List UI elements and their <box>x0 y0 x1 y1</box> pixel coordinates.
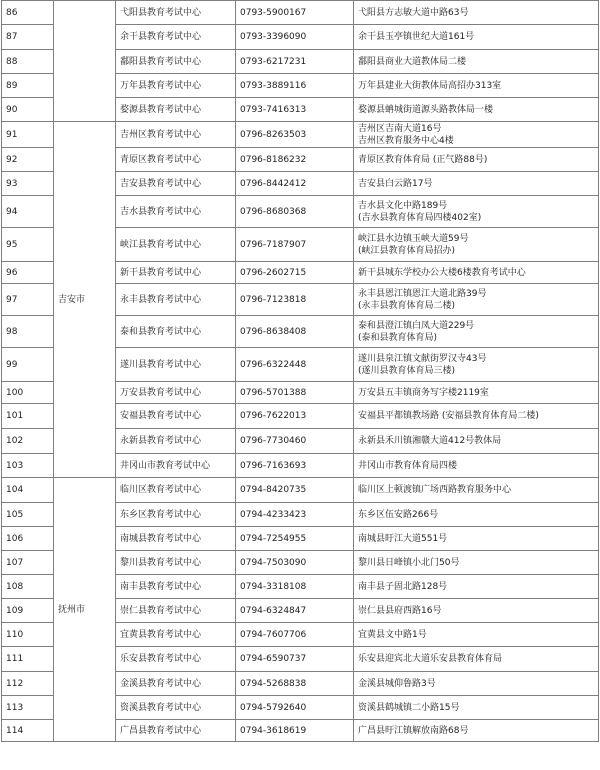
address-cell <box>354 98 599 122</box>
phone-number: 0794-3618619 <box>236 720 354 742</box>
table-body <box>2 1 599 742</box>
address-cell <box>354 647 599 672</box>
address-line: 青原区教育体育局 (正气路88号) <box>358 154 488 165</box>
center-name: 婺源县教育考试中心 <box>116 98 236 122</box>
address-cell <box>354 527 599 551</box>
row-number: 106 <box>2 527 54 551</box>
address-line: 南城县盱江大道551号 <box>358 533 448 544</box>
row-number: 87 <box>2 25 54 50</box>
row-number: 88 <box>2 50 54 74</box>
center-name: 弋阳县教育考试中心 <box>116 1 236 25</box>
address-cell <box>354 316 599 348</box>
center-name: 广昌县教育考试中心 <box>116 720 236 742</box>
phone-number: 0796-5701388 <box>236 382 354 404</box>
phone-number: 0796-8680368 <box>236 196 354 228</box>
address-line: (遂川县教育体育局三楼) <box>358 365 456 376</box>
phone-number: 0793-3396090 <box>236 25 354 50</box>
table-row <box>2 478 599 503</box>
address-line: 东乡区伍安路266号 <box>358 509 439 520</box>
address-cell <box>354 172 599 196</box>
address-cell <box>354 720 599 742</box>
phone-number: 0794-5792640 <box>236 696 354 720</box>
row-number: 110 <box>2 623 54 647</box>
phone-number: 0796-7622013 <box>236 404 354 429</box>
phone-number: 0796-8186232 <box>236 148 354 172</box>
address-cell <box>354 284 599 316</box>
phone-number: 0793-6217231 <box>236 50 354 74</box>
address-cell <box>354 74 599 98</box>
address-line: 泰和县澄江镇白凤大道229号 <box>358 320 475 331</box>
address-cell <box>354 382 599 404</box>
address-line: 永新县禾川镇湘赣大道412号教体局 <box>358 436 502 446</box>
address-line: 永丰县恩江镇恩江大道北路39号 <box>358 288 487 299</box>
address-cell <box>354 429 599 454</box>
phone-number: 0794-6324847 <box>236 599 354 623</box>
row-number: 111 <box>2 647 54 672</box>
center-name: 安福县教育考试中心 <box>116 404 236 429</box>
address-cell <box>354 503 599 527</box>
phone-number: 0796-8638408 <box>236 316 354 348</box>
row-number: 98 <box>2 316 54 348</box>
phone-number: 0794-7503090 <box>236 551 354 575</box>
row-number: 112 <box>2 672 54 696</box>
center-name: 黎川县教育考试中心 <box>116 551 236 575</box>
address-line: 弋阳县方志敏大道中路63号 <box>358 7 469 18</box>
address-cell <box>354 599 599 623</box>
center-name: 吉安县教育考试中心 <box>116 172 236 196</box>
phone-number: 0796-7123818 <box>236 284 354 316</box>
row-number: 105 <box>2 503 54 527</box>
address-line: 临川区上顿渡镇广场西路教育服务中心 <box>358 485 512 495</box>
center-name: 南城县教育考试中心 <box>116 527 236 551</box>
phone-number: 0796-7187907 <box>236 228 354 262</box>
city-cell: 抚州市 <box>54 478 116 742</box>
address-line: 吉安县白云路17号 <box>358 178 433 189</box>
center-name: 余干县教育考试中心 <box>116 25 236 50</box>
address-line: 新干县城东学校办公大楼6楼教育考试中心 <box>358 267 526 278</box>
row-number: 107 <box>2 551 54 575</box>
table-row <box>2 122 599 148</box>
address-cell <box>354 551 599 575</box>
address-line: (峡江县教育体育局招办) <box>358 245 456 256</box>
center-name: 新干县教育考试中心 <box>116 262 236 284</box>
row-number: 89 <box>2 74 54 98</box>
address-line: 乐安县迎宾北大道乐安县教育体育局 <box>358 654 503 664</box>
center-name: 吉州区教育考试中心 <box>116 122 236 148</box>
address-line: 万年县建业大街教体局高招办313室 <box>358 80 502 91</box>
row-number: 92 <box>2 148 54 172</box>
phone-number: 0793-7416313 <box>236 98 354 122</box>
row-number: 113 <box>2 696 54 720</box>
row-number: 86 <box>2 1 54 25</box>
center-name: 永丰县教育考试中心 <box>116 284 236 316</box>
address-cell <box>354 228 599 262</box>
phone-number: 0796-8263503 <box>236 122 354 148</box>
address-cell <box>354 148 599 172</box>
address-cell <box>354 1 599 25</box>
phone-number: 0794-5268838 <box>236 672 354 696</box>
address-cell <box>354 348 599 382</box>
center-name: 永新县教育考试中心 <box>116 429 236 454</box>
center-name: 青原区教育考试中心 <box>116 148 236 172</box>
address-line: 井冈山市教育体育局四楼 <box>358 460 458 471</box>
address-line: 安福县平都镇教场路 (安福县教育体育局二楼) <box>358 411 539 421</box>
center-name: 遂川县教育考试中心 <box>116 348 236 382</box>
center-name: 泰和县教育考试中心 <box>116 316 236 348</box>
address-cell <box>354 575 599 599</box>
phone-number: 0796-2602715 <box>236 262 354 284</box>
address-line: 余干县玉亭镇世纪大道161号 <box>358 32 475 42</box>
row-number: 95 <box>2 228 54 262</box>
address-line: 宜黄县文中路1号 <box>358 629 427 640</box>
row-number: 90 <box>2 98 54 122</box>
center-name: 金溪县教育考试中心 <box>116 672 236 696</box>
address-line: 资溪县鹤城镇二小路15号 <box>358 702 460 713</box>
address-cell <box>354 696 599 720</box>
center-name: 临川区教育考试中心 <box>116 478 236 503</box>
address-line: 万安县五丰镇商务写字楼2119室 <box>358 387 489 398</box>
row-number: 109 <box>2 599 54 623</box>
row-number: 94 <box>2 196 54 228</box>
address-line: 南丰县子固北路128号 <box>358 581 448 592</box>
address-cell <box>354 672 599 696</box>
phone-number: 0794-3318108 <box>236 575 354 599</box>
address-line: 黎川县日峰镇小北门50号 <box>358 557 460 568</box>
address-line: 遂川县泉江镇文献街罗汉寺43号 <box>358 353 487 364</box>
row-number: 96 <box>2 262 54 284</box>
phone-number: 0794-7254955 <box>236 527 354 551</box>
center-name: 南丰县教育考试中心 <box>116 575 236 599</box>
center-name: 崇仁县教育考试中心 <box>116 599 236 623</box>
phone-number: 0793-3889116 <box>236 74 354 98</box>
address-line: 吉州区吉南大道16号 <box>358 123 442 134</box>
center-name: 宜黄县教育考试中心 <box>116 623 236 647</box>
center-name: 资溪县教育考试中心 <box>116 696 236 720</box>
address-cell <box>354 262 599 284</box>
address-line: 崇仁县县府西路16号 <box>358 605 442 616</box>
phone-number: 0793-5900167 <box>236 1 354 25</box>
row-number: 104 <box>2 478 54 503</box>
row-number: 114 <box>2 720 54 742</box>
address-line: 广昌县旴江镇解放南路68号 <box>358 725 469 736</box>
address-cell <box>354 196 599 228</box>
city-cell <box>54 1 116 122</box>
address-cell <box>354 404 599 429</box>
address-cell <box>354 122 599 148</box>
phone-number: 0794-4233423 <box>236 503 354 527</box>
row-number: 91 <box>2 122 54 148</box>
row-number: 102 <box>2 429 54 454</box>
address-cell <box>354 623 599 647</box>
row-number: 108 <box>2 575 54 599</box>
address-line: 婺源县蚺城街道源头路教体局一楼 <box>358 104 494 115</box>
address-line: 吉州区教育服务中心4楼 <box>358 135 454 146</box>
address-cell <box>354 478 599 503</box>
phone-number: 0794-7607706 <box>236 623 354 647</box>
address-line: (吉水县教育体育局四楼402室) <box>358 212 482 223</box>
phone-number: 0796-6322448 <box>236 348 354 382</box>
row-number: 103 <box>2 454 54 478</box>
center-name: 峡江县教育考试中心 <box>116 228 236 262</box>
address-line: (泰和县教育体育局) <box>358 332 438 343</box>
row-number: 93 <box>2 172 54 196</box>
address-line: 鄱阳县商业大道教体局二楼 <box>358 56 467 67</box>
address-line: (永丰县教育体育局二楼) <box>358 300 456 311</box>
row-number: 99 <box>2 348 54 382</box>
row-number: 100 <box>2 382 54 404</box>
center-name: 东乡区教育考试中心 <box>116 503 236 527</box>
city-cell: 吉安市 <box>54 122 116 478</box>
table-row <box>2 1 599 25</box>
address-cell <box>354 454 599 478</box>
center-name: 万年县教育考试中心 <box>116 74 236 98</box>
phone-number: 0794-8420735 <box>236 478 354 503</box>
center-name: 吉水县教育考试中心 <box>116 196 236 228</box>
address-line: 吉水县文化中路189号 <box>358 200 448 211</box>
center-name: 万安县教育考试中心 <box>116 382 236 404</box>
phone-number: 0796-7730460 <box>236 429 354 454</box>
phone-number: 0796-7163693 <box>236 454 354 478</box>
center-name: 乐安县教育考试中心 <box>116 647 236 672</box>
row-number: 97 <box>2 284 54 316</box>
exam-center-table <box>1 0 599 742</box>
center-name: 鄱阳县教育考试中心 <box>116 50 236 74</box>
phone-number: 0794-6590737 <box>236 647 354 672</box>
address-line: 峡江县水边镇玉峡大道59号 <box>358 233 469 244</box>
address-line: 金溪县城仰鲁路3号 <box>358 678 436 689</box>
address-cell <box>354 50 599 74</box>
phone-number: 0796-8442412 <box>236 172 354 196</box>
center-name: 井冈山市教育考试中心 <box>116 454 236 478</box>
address-cell <box>354 25 599 50</box>
row-number: 101 <box>2 404 54 429</box>
